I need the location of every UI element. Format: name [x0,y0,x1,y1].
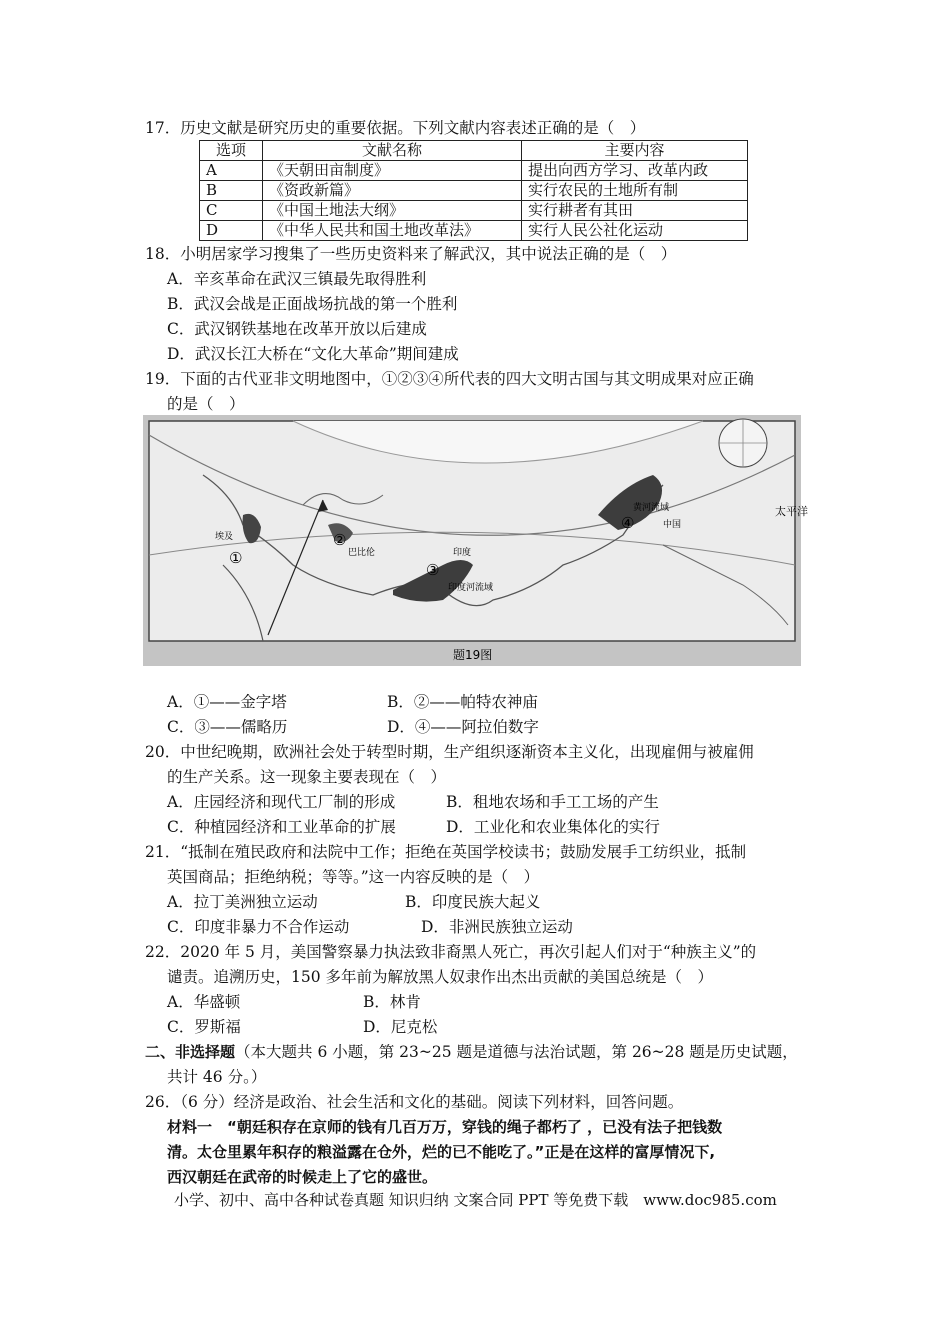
map-label-india: 印度 [453,548,472,558]
q19-option-a: A．①——金字塔 [167,693,287,711]
question-18-stem: 18．小明居家学习搜集了一些历史资料来了解武汉，其中说法正确的是（ ） [145,245,677,263]
map-drawing [143,415,808,666]
page-footer: 小学、初中、高中各种试卷真题 知识归纳 文案合同 PPT 等免费下载 www.doc985.com [174,1191,777,1209]
q21-option-a: A．拉丁美洲独立运动 [167,893,318,911]
table-row [200,161,748,181]
row-document: 《天朝田亩制度》 [263,161,522,181]
map-label-pacific: 太平洋 [775,505,808,518]
q19-option-c: C．③——儒略历 [167,718,288,736]
question-26-stem: 26．（6 分）经济是政治、社会生活和文化的基础。阅读下列材料，回答问题。 [145,1093,684,1111]
section-2-desc-line2: 共计 46 分。） [167,1068,267,1086]
table-row [200,221,748,241]
question-17-stem: 17．历史文献是研究历史的重要依据。下列文献内容表述正确的是（ ） [145,119,646,137]
row-option: C [200,201,263,221]
row-option: D [200,221,263,241]
row-content: 实行耕者有其田 [522,201,748,221]
question-22-stem-line2: 谴责。追溯历史，150 多年前为解放黑人奴隶作出杰出贡献的美国总统是（ ） [167,968,714,986]
row-content: 提出向西方学习、改革内政 [522,161,748,181]
map-num-2: ② [333,531,347,549]
q21-option-b: B．印度民族大起义 [405,893,541,911]
row-option: A [200,161,263,181]
row-content: 实行农民的土地所有制 [522,181,748,201]
q20-option-c: C．种植园经济和工业革命的扩展 [167,818,396,836]
q18-option-b: B．武汉会战是正面战场抗战的第一个胜利 [167,295,458,313]
ancient-civilizations-map [143,415,808,666]
table-row [200,181,748,201]
section-2-desc: （本大题共 6 小题，第 23~25 题是道德与法治试题，第 26~28 题是历史试题， [235,1043,798,1061]
q22-option-b: B．林肯 [363,993,421,1011]
map-num-3: ③ [426,561,440,579]
q19-option-b: B．②——帕特农神庙 [387,693,538,711]
question-19-stem-line2: 的是（ ） [167,395,245,413]
header-main-content: 主要内容 [522,141,748,161]
map-num-1: ① [229,549,243,567]
row-document: 《中华人民共和国土地改革法》 [263,221,522,241]
map-label-yellow: 黄河流域 [633,503,670,513]
row-document: 《中国土地法大纲》 [263,201,522,221]
question-20-stem-line2: 的生产关系。这一现象主要表现在（ ） [167,768,447,786]
header-option: 选项 [200,141,263,161]
q18-option-d: D．武汉长江大桥在“文化大革命”期间建成 [167,345,459,363]
section-2-heading [145,1041,798,1063]
material-1-line1: 材料一 “朝廷积存在京师的钱有几百万万，穿钱的绳子都朽了 ，已没有法子把钱数 [167,1118,723,1136]
question-21-stem-line1: 21．“抵制在殖民政府和法院中工作；拒绝在英国学校读书；鼓励发展手工纺织业，抵制 [145,843,747,861]
map-label-egypt: 埃及 [215,532,234,542]
question-21-stem-line2: 英国商品；拒绝纳税；等等。”这一内容反映的是（ ） [167,868,540,886]
q20-option-a: A．庄园经济和现代工厂制的形成 [167,793,396,811]
q18-option-c: C．武汉钢铁基地在改革开放以后建成 [167,320,427,338]
q22-option-d: D．尼克松 [363,1018,438,1036]
map-label-indus: 印度河流域 [448,583,494,593]
material-1-line3: 西汉朝廷在武帝的时候走上了它的盛世。 [167,1168,438,1186]
header-document-name: 文献名称 [263,141,522,161]
material-1-line2: 清。太仓里累年积存的粮溢露在仓外，烂的已不能吃了。”正是在这样的富厚情况下, [167,1143,716,1161]
section-2-title: 二、非选择题 [145,1043,236,1061]
map-label-china: 中国 [663,520,682,530]
q19-option-d: D．④——阿拉伯数字 [387,718,539,736]
row-content: 实行人民公社化运动 [522,221,748,241]
question-20-stem-line1: 20．中世纪晚期，欧洲社会处于转型时期，生产组织逐渐资本主义化，出现雇佣与被雇佣 [145,743,754,761]
row-document: 《资政新篇》 [263,181,522,201]
documents-table [199,140,748,241]
q22-option-a: A．华盛顿 [167,993,241,1011]
map-caption: 题19图 [453,648,493,662]
q20-option-b: B．租地农场和手工工场的产生 [446,793,659,811]
row-option: B [200,181,263,201]
table-row [200,201,748,221]
q18-option-a: A．辛亥革命在武汉三镇最先取得胜利 [167,270,427,288]
q21-option-d: D．非洲民族独立运动 [421,918,573,936]
question-22-stem-line1: 22．2020 年 5 月，美国警察暴力执法致非裔黑人死亡，再次引起人们对于“种族主义”的 [145,943,757,961]
table-header-row [200,141,748,161]
map-label-babylon: 巴比伦 [348,548,376,558]
q22-option-c: C．罗斯福 [167,1018,241,1036]
q20-option-d: D．工业化和农业集体化的实行 [446,818,660,836]
q21-option-c: C．印度非暴力不合作运动 [167,918,350,936]
question-19-stem-line1: 19．下面的古代亚非文明地图中，①②③④所代表的四大文明古国与其文明成果对应正确 [145,370,754,388]
map-num-4: ④ [621,514,635,532]
